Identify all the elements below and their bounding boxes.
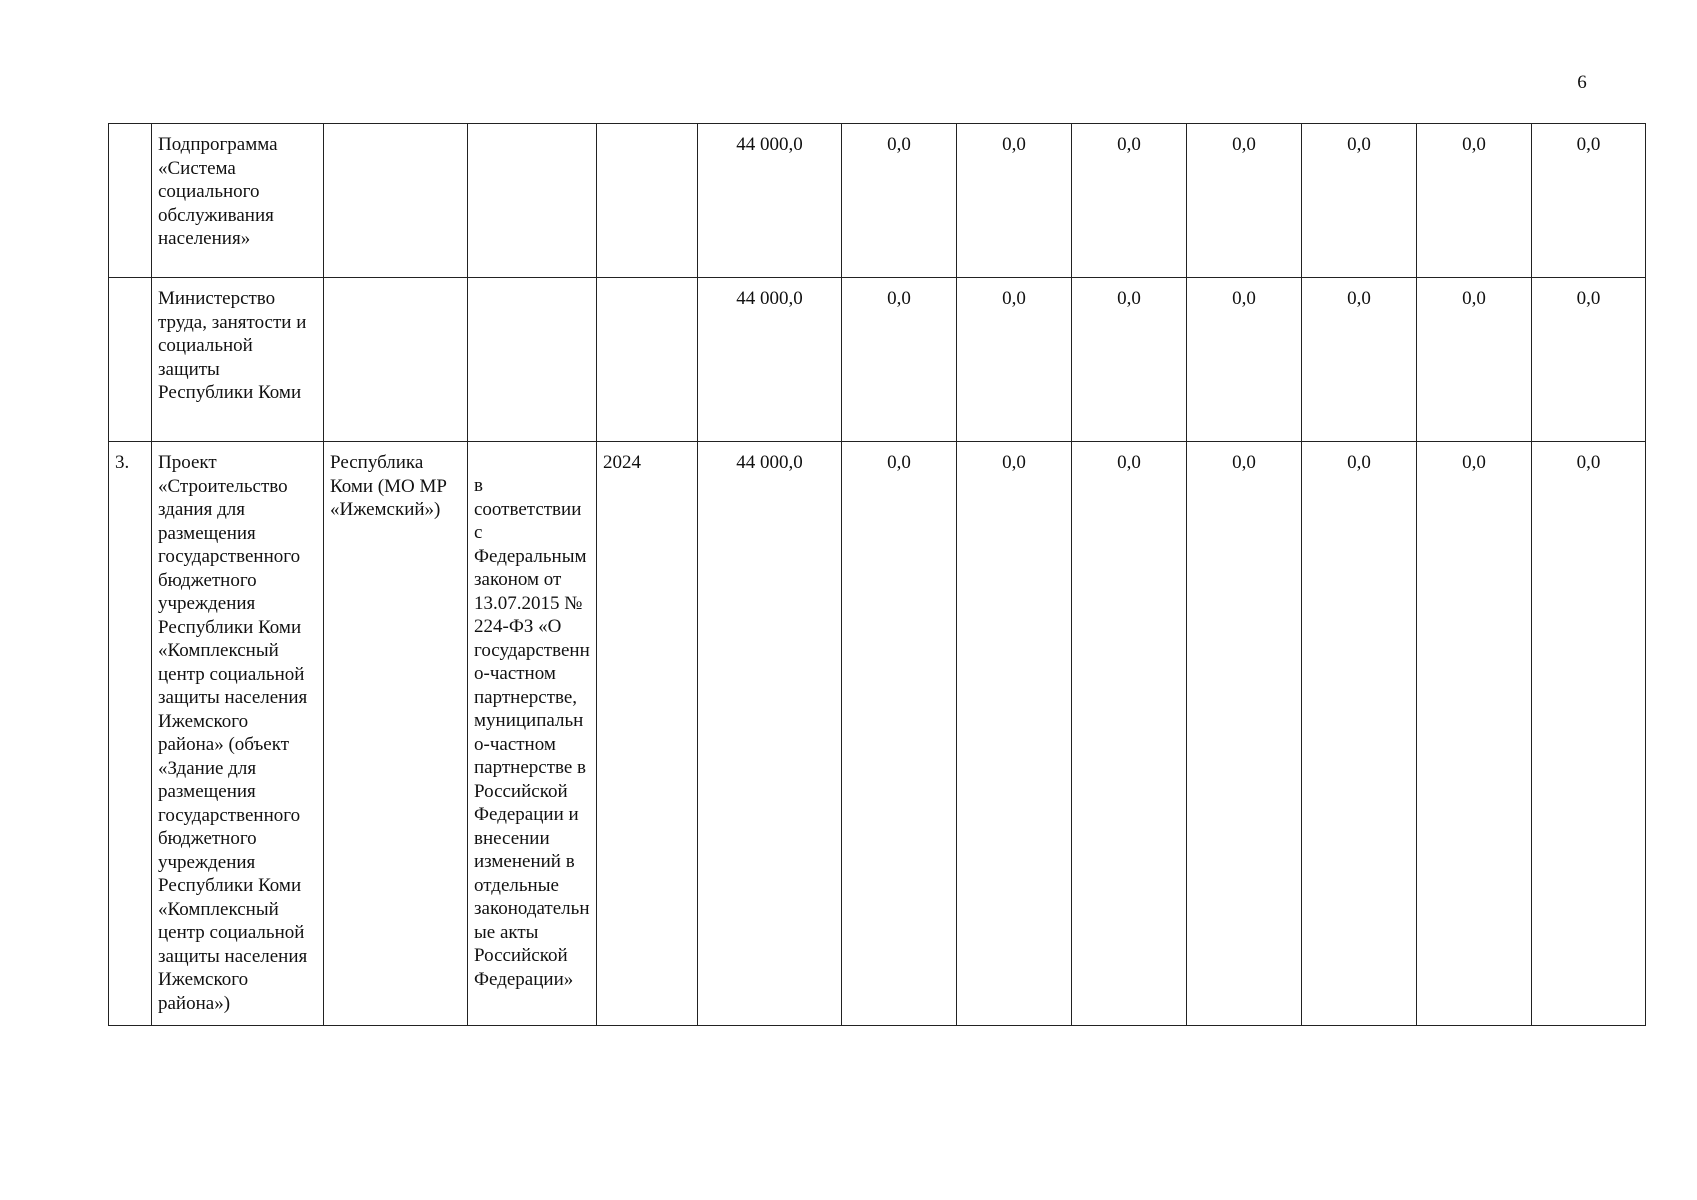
row-value: 0,0 [1187,442,1302,1026]
row-value: 0,0 [1532,124,1646,278]
row-basis [468,124,597,278]
row-value: 0,0 [842,124,957,278]
row-basis [468,278,597,442]
table-row [109,278,1646,442]
row-value: 0,0 [842,278,957,442]
row-name: Проект «Строительство здания для размещения государственного бюджетного учреждения Республики Коми «Комплексный центр социальной защиты населения Ижемского района» (объект «Здание для размещения государственного бюджетного учреждения Республики Коми «Комплексный центр социальной защиты населения Ижемского района») [152,442,324,1026]
row-value: 0,0 [1417,278,1532,442]
row-total: 44 000,0 [698,124,842,278]
row-name: Министерство труда, занятости и социальной защиты Республики Коми [152,278,324,442]
row-value: 0,0 [1302,442,1417,1026]
row-value: 0,0 [957,278,1072,442]
row-value: 0,0 [1417,442,1532,1026]
row-value: 0,0 [842,442,957,1026]
row-value: 0,0 [1072,278,1187,442]
row-number [109,124,152,278]
row-value: 0,0 [1302,124,1417,278]
table-row [109,442,1646,1026]
row-value: 0,0 [1187,124,1302,278]
row-value: 0,0 [1187,278,1302,442]
table-row [109,124,1646,278]
row-location: Республика Коми (МО МР «Ижемский») [324,442,468,1026]
row-value: 0,0 [1072,442,1187,1026]
row-total: 44 000,0 [698,278,842,442]
row-value: 0,0 [1302,278,1417,442]
row-value: 0,0 [1417,124,1532,278]
row-number: 3. [109,442,152,1026]
row-year [597,124,698,278]
row-basis-cell [468,442,597,1026]
row-value: 0,0 [957,442,1072,1026]
row-total: 44 000,0 [698,442,842,1026]
row-value: 0,0 [1532,442,1646,1026]
row-basis: в соответствии с Федеральным законом от 13.07.2015 № 224-ФЗ «О государственно-частном партнерстве, муниципально-частном партнерстве в Российской Федерации и внесении изменений в отдельные законодательные акты Российской Федерации» [474,475,590,990]
row-number [109,278,152,442]
row-year: 2024 [597,442,698,1026]
page-number: 6 [1577,72,1587,93]
budget-table [108,123,1646,1026]
row-location [324,124,468,278]
row-value: 0,0 [957,124,1072,278]
row-location [324,278,468,442]
row-value: 0,0 [1072,124,1187,278]
row-value: 0,0 [1532,278,1646,442]
row-name: Подпрограмма «Система социального обслуживания населения» [152,124,324,278]
row-year [597,278,698,442]
